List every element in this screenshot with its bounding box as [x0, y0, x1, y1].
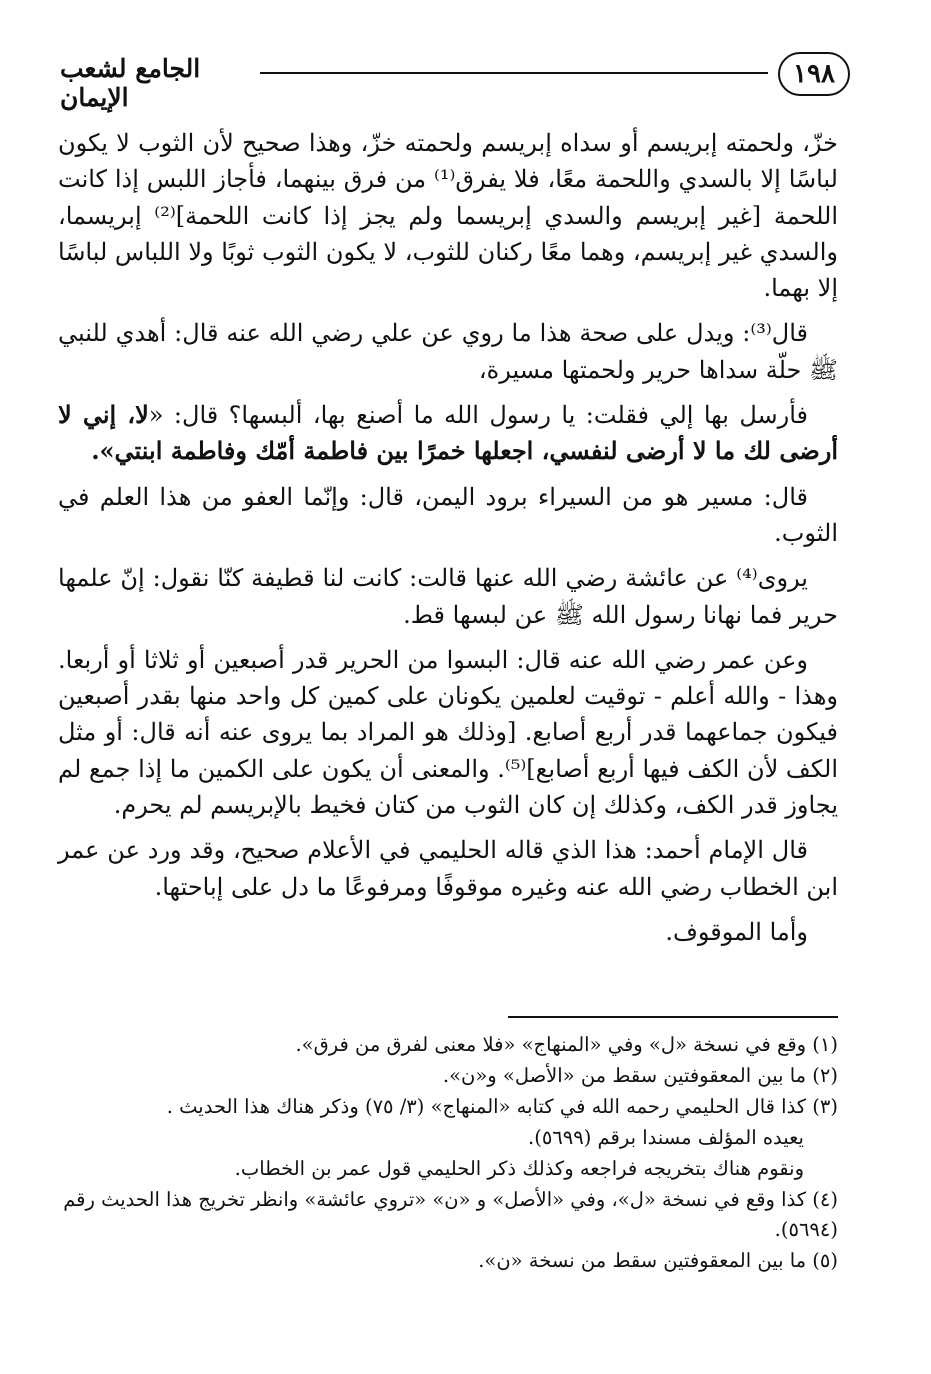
- footnote-3: (٣) كذا قال الحليمي رحمه الله في كتابه «المنهاج» (٣/ ٧٥) وذكر هناك هذا الحديث .: [166, 1095, 838, 1118]
- main-text: [58, 125, 838, 959]
- paragraph-7: قال الإمام أحمد: هذا الذي قاله الحليمي في الأعلام صحيح، وقد ورد عن عمر ابن الخطاب رضي الله عنه وغيره موقوفًا ومرفوعًا ما دل على إباحتها.: [58, 836, 838, 901]
- footnote-5: (٥) ما بين المعقوفتين سقط من نسخة «ن».: [478, 1249, 838, 1272]
- footnotes: [58, 1030, 838, 1277]
- paragraph-1: خزّ، ولحمته إبريسم أو سداه إبريسم ولحمته خزّ، وهذا صحيح لأن الثوب لا يكون لباسًا إلا بالسدي واللحمة معًا، فلا يفرق⁽¹⁾ من فرق بينهما، فأجاز اللبس إذا كانت اللحمة [غير إبريسم والسدي إبريسما ولم يجز إذا كانت اللحمة]⁽²⁾ إبريسما، والسدي غير إبريسم، وهما معًا ركنان للثوب، لا يكون الثوب ثوبًا ولا اللباس لباسًا إلا بهما.: [58, 129, 838, 303]
- footnote-1: (١) وقع في نسخة «ل» وفي «المنهاج» «فلا معنى لفرق من فرق».: [295, 1033, 838, 1056]
- paragraph-3: [58, 397, 838, 470]
- footnote-3-continuation-2: ونقوم هناك بتخريجه فراجعه وكذلك ذكر الحليمي قول عمر بن الخطاب.: [234, 1157, 804, 1180]
- paragraph-3-text: فأرسل بها إلي فقلت: يا رسول الله ما أصنع بها، ألبسها؟ قال: «: [148, 401, 808, 430]
- header-rule: [260, 72, 768, 74]
- paragraph-6: وعن عمر رضي الله عنه قال: البسوا من الحرير قدر أصبعين أو ثلاثا أو أربعا. وهذا - والله أعلم - توقيت لعلمين يكونان على كمين كل واحد منها بقدر أصبعين فيكون جماعهما قدر أربع أصابع. [وذلك هو المراد بما يروى عنه أنه قال: أو مثل الكف لأن الكف فيها أربع أصابع]⁽⁵⁾. والمعنى أن يكون على الكمين ما إذا جمع لم يجاوز قدر الكف، وكذلك إن كان الثوب من كتان فخيط بالإبريسم لم يحرم.: [58, 645, 838, 820]
- footnote-2: (٢) ما بين المعقوفتين سقط من «الأصل» و«ن».: [442, 1064, 838, 1087]
- page-number: ١٩٨: [778, 52, 850, 96]
- hadith-quote: لا، إني لا أرضى لك ما لا أرضى لنفسي، اجعلها خمرًا بين فاطمة أمّك وفاطمة ابنتي: [58, 400, 838, 466]
- paragraph-8: وأما الموقوف.: [665, 917, 808, 946]
- quote-close: ».: [91, 436, 115, 466]
- running-title: الجامع لشعب الإيمان: [60, 54, 201, 112]
- paragraph-2: قال⁽³⁾: ويدل على صحة هذا ما روي عن علي رضي الله عنه قال: أهدي للنبي ﷺ حلّة سداها حرير ولحمتها مسيرة،: [58, 319, 838, 384]
- footnote-3-continuation: يعيده المؤلف مسندا برقم (٥٦٩٩).: [528, 1126, 804, 1149]
- page-header: [60, 50, 850, 112]
- paragraph-4: قال: مسير هو من السيراء برود اليمن، قال: وإنّما العفو من هذا العلم في الثوب.: [58, 482, 838, 547]
- footnote-4: (٤) كذا وقع في نسخة «ل»، وفي «الأصل» و «ن» «تروي عائشة» وانظر تخريج هذا الحديث رقم (٥٦٩٤).: [63, 1188, 838, 1241]
- paragraph-5: يروى⁽⁴⁾ عن عائشة رضي الله عنها قالت: كانت لنا قطيفة كنّا نقول: إنّ علمها حرير فما نهانا رسول الله ﷺ عن لبسها قط.: [58, 564, 838, 629]
- footnote-divider: [508, 1016, 838, 1018]
